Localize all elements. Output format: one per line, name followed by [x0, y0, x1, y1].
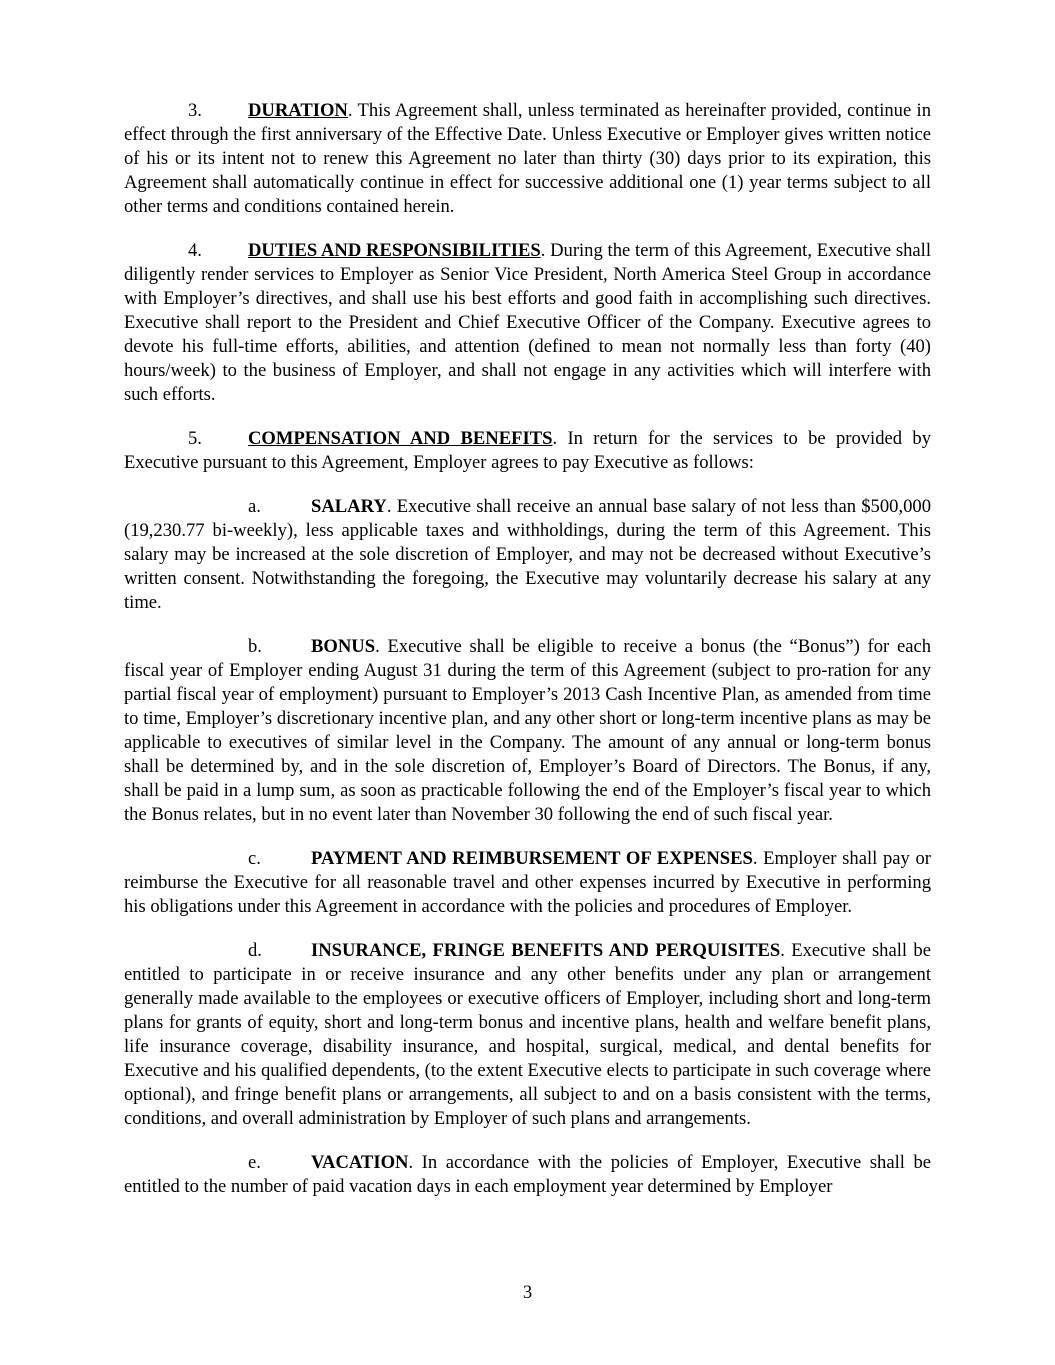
section-text: . During the term of this Agreement, Executive shall diligently render services to Employer as Senior Vice President, North America Steel Group in accordance with Employer’s directives, and shall use his best efforts and good faith in accomplishing such directives. Executive shall report to the President and Chief Executive Officer of the Company. Executive agrees to devote his full-time efforts, abilities, and attention (defined to mean not normally less than forty (40) hours/week) to the business of Employer, and shall not engage in any activities which will interfere with such efforts. [124, 240, 931, 405]
subsection-letter: b. [248, 636, 262, 657]
subsection-heading: INSURANCE, FRINGE BENEFITS AND PERQUISITES [311, 940, 781, 961]
subsection-text: . Executive shall receive an annual base salary of not less than $500,000 (19,230.77 bi-weekly), less applicable taxes and withholdings, during the term of this Agreement. This salary may be increased at the sole discretion of Employer, and may not be decreased without Executive’s written consent. Notwithstanding the foregoing, the Executive may voluntarily decrease his salary at any time. [124, 496, 931, 613]
subsection-text: . Executive shall be entitled to participate in or receive insurance and any other benefits under any plan or arrangement generally made available to the employees or executive officers of Employer, including short and long-term plans for grants of equity, short and long-term bonus and incentive plans, health and welfare benefit plans, life insurance coverage, disability insurance, and hospital, surgical, medical, and dental benefits for Executive and his qualified dependents, (to the extent Executive elects to participate in such coverage where optional), and fringe benefit plans or arrangements, all subject to and on a basis consistent with the terms, conditions, and overall administration by Employer of such plans and arrangements. [124, 940, 931, 1129]
subsection-letter: a. [248, 496, 261, 517]
page-number: 3 [522, 1282, 533, 1303]
subsection-vacation [124, 1151, 931, 1199]
subsection-text: . In accordance with the policies of Employer, Executive shall be entitled to the number of paid vacation days in each employment year determined by Employer [124, 1152, 931, 1197]
section-heading: COMPENSATION AND BENEFITS [248, 428, 553, 449]
section-text: . In return for the services to be provided by Executive pursuant to this Agreement, Employer agrees to pay Executive as follows: [124, 428, 931, 473]
subsection-expenses [124, 847, 931, 919]
subsection-text: . Employer shall pay or reimburse the Executive for all reasonable travel and other expenses incurred by Executive in performing his obligations under this Agreement in accordance with the policies and procedures of Employer. [124, 848, 931, 917]
section-compensation [124, 427, 931, 475]
section-duties [124, 239, 931, 407]
section-duration [124, 99, 931, 219]
section-number: 3. [188, 100, 202, 121]
section-number: 5. [188, 428, 202, 449]
section-text: . This Agreement shall, unless terminated as hereinafter provided, continue in effect through the first anniversary of the Effective Date. Unless Executive or Employer gives written notice of his or its intent not to renew this Agreement no later than thirty (30) days prior to its expiration, this Agreement shall automatically continue in effect for successive additional one (1) year terms subject to all other terms and conditions contained herein. [124, 100, 931, 217]
subsection-bonus [124, 635, 931, 827]
section-heading: DUTIES AND RESPONSIBILITIES [248, 240, 541, 261]
subsection-letter: e. [248, 1152, 261, 1173]
subsection-heading: BONUS [311, 636, 376, 657]
subsection-heading: VACATION [311, 1152, 409, 1173]
subsection-heading: PAYMENT AND REIMBURSEMENT OF EXPENSES [311, 848, 753, 869]
subsection-letter: c. [248, 848, 261, 869]
subsection-letter: d. [248, 940, 262, 961]
subsection-salary [124, 495, 931, 615]
document-page [124, 99, 931, 1219]
subsection-heading: SALARY [311, 496, 387, 517]
section-number: 4. [188, 240, 202, 261]
section-heading: DURATION [248, 100, 348, 121]
subsection-text: . Executive shall be eligible to receive a bonus (the “Bonus”) for each fiscal year of Employer ending August 31 during the term of this Agreement (subject to pro-ration for any partial fiscal year of employment) pursuant to Employer’s 2013 Cash Incentive Plan, as amended from time to time, Employer’s discretionary incentive plan, and any other short or long-term incentive plans as may be applicable to executives of similar level in the Company. The amount of any annual or long-term bonus shall be determined by, and in the sole discretion of, Employer’s Board of Directors. The Bonus, if any, shall be paid in a lump sum, as soon as practicable following the end of the Employer’s fiscal year to which the Bonus relates, but in no event later than November 30 following the end of such fiscal year. [124, 636, 931, 825]
subsection-insurance [124, 939, 931, 1131]
